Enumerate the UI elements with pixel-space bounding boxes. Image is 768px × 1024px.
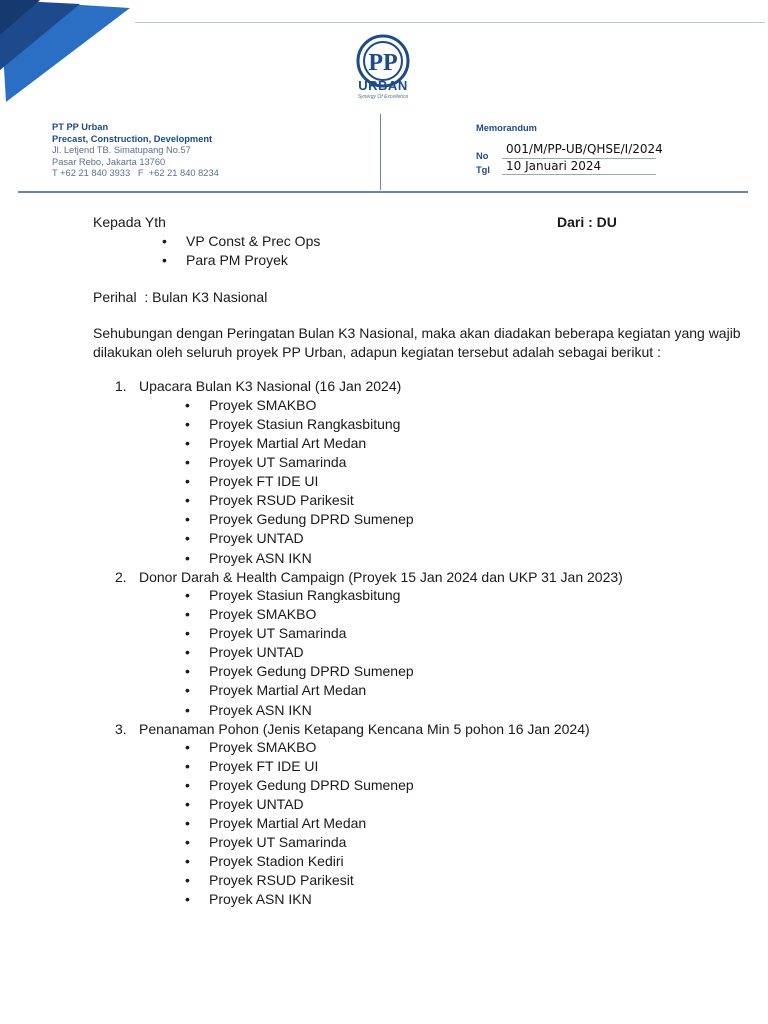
svg-text:PP: PP [368, 50, 398, 76]
header-rule [18, 191, 748, 193]
project-item: • Proyek ASN IKN [209, 701, 312, 720]
logo-tagline: Synergy Of Excellence [357, 94, 409, 100]
project-item: • Proyek Martial Art Medan [209, 681, 366, 700]
memo-tgl-underline [502, 174, 656, 175]
project-item: • Proyek ASN IKN [209, 890, 312, 909]
recipient-item: • VP Const & Prec Ops [186, 232, 320, 251]
project-item: • Proyek Stasiun Rangkasbitung [209, 586, 400, 605]
activity-number: 2. [115, 569, 127, 585]
company-block [52, 122, 219, 180]
project-item: • Proyek Stasiun Rangkasbitung [209, 415, 400, 434]
subject-line: Perihal : Bulan K3 Nasional [93, 289, 268, 305]
company-desc: Precast, Construction, Development [52, 133, 213, 144]
recipient-item: • Para PM Proyek [186, 251, 288, 270]
project-item: • Proyek Gedung DPRD Sumenep [209, 510, 414, 529]
phone-line: T +62 21 840 3933 F +62 21 840 8234 [52, 168, 219, 178]
project-item: • Proyek UNTAD [209, 529, 304, 548]
intro-line-1: Sehubungan dengan Peringatan Bulan K3 Nasional, maka akan diadakan beberapa kegiatan yang wajib [93, 325, 741, 341]
project-item: • Proyek Martial Art Medan [209, 434, 366, 453]
project-item: • Proyek SMAKBO [209, 738, 316, 757]
memo-tgl-value: 10 Januari 2024 [506, 159, 602, 173]
activity-number: 3. [115, 721, 127, 737]
intro-line-2: dilakukan oleh seluruh proyek PP Urban, adapun kegiatan tersebut adalah sebagai berikut : [93, 344, 661, 360]
corner-decoration [0, 0, 135, 110]
project-item: • Proyek UT Samarinda [209, 833, 346, 852]
activity-title: Upacara Bulan K3 Nasional (16 Jan 2024) [139, 378, 402, 394]
header-divider [380, 114, 381, 190]
project-item: • Proyek UNTAD [209, 795, 304, 814]
project-item: • Proyek SMAKBO [209, 605, 316, 624]
address-line-1: Jl. Letjend TB. Simatupang No.57 [52, 145, 191, 155]
activity-title: Penanaman Pohon (Jenis Ketapang Kencana Min 5 pohon 16 Jan 2024) [139, 721, 590, 737]
project-item: • Proyek SMAKBO [209, 396, 316, 415]
project-item: • Proyek ASN IKN [209, 549, 312, 568]
memo-tgl-label: Tgl [476, 165, 490, 175]
address-line-2: Pasar Rebo, Jakarta 13760 [52, 156, 166, 167]
memo-no-label: No [476, 151, 489, 161]
project-item: • Proyek Gedung DPRD Sumenep [209, 776, 414, 795]
project-item: • Proyek UT Samarinda [209, 624, 346, 643]
recipient-label: Kepada Yth [93, 214, 166, 230]
project-item: • Proyek Martial Art Medan [209, 814, 366, 833]
project-item: • Proyek UNTAD [209, 643, 304, 662]
project-item: • Proyek Gedung DPRD Sumenep [209, 662, 414, 681]
project-item: • Proyek FT IDE UI [209, 757, 318, 776]
from-label: Dari : DU [557, 214, 617, 230]
activity-title: Donor Darah & Health Campaign (Proyek 15 Jan 2024 dan UKP 31 Jan 2023) [139, 569, 623, 585]
memo-no-value: 001/M/PP-UB/QHSE/I/2024 [506, 142, 663, 156]
logo-text: URBAN [358, 78, 408, 93]
memo-title: Memorandum [476, 123, 537, 133]
project-item: • Proyek FT IDE UI [209, 472, 318, 491]
top-rule [135, 22, 765, 23]
activity-number: 1. [115, 378, 127, 394]
project-item: • Proyek RSUD Parikesit [209, 491, 354, 510]
project-item: • Proyek UT Samarinda [209, 453, 346, 472]
company-name: PT PP Urban [52, 122, 109, 132]
project-item: • Proyek Stadion Kediri [209, 852, 344, 871]
project-item: • Proyek RSUD Parikesit [209, 871, 354, 890]
